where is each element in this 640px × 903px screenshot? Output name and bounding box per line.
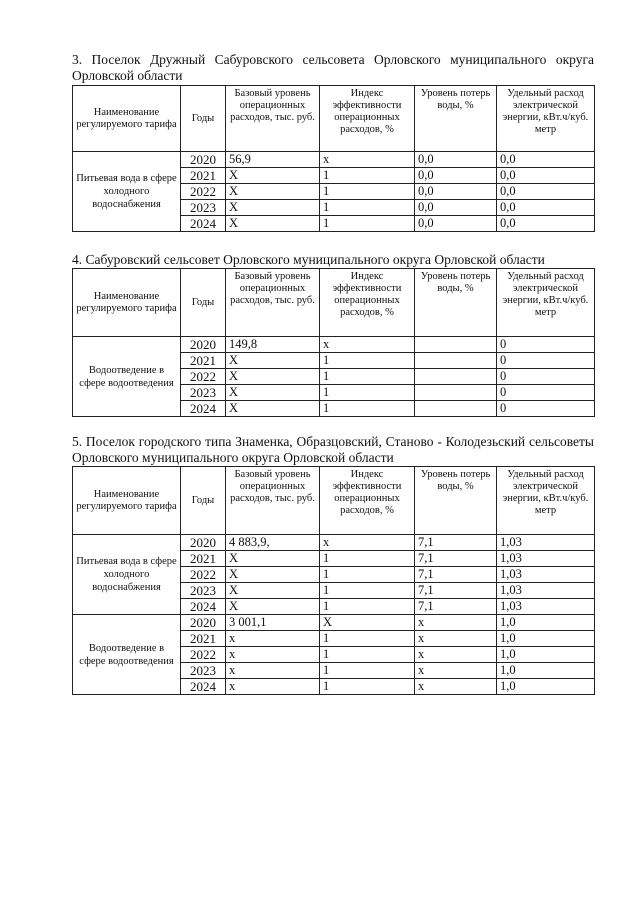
year-cell: 2022 <box>181 369 226 385</box>
year-cell: 2021 <box>181 353 226 369</box>
table-row <box>73 615 595 631</box>
base-cell: x <box>226 631 320 647</box>
base-cell: x <box>226 679 320 695</box>
index-cell: 1 <box>320 663 415 679</box>
energy-cell: 0,0 <box>497 184 595 200</box>
header-name: Наименование регулируемого тарифа <box>73 467 181 535</box>
year-cell: 2023 <box>181 385 226 401</box>
losses-cell <box>415 353 497 369</box>
energy-cell: 1,03 <box>497 567 595 583</box>
base-cell: X <box>226 168 320 184</box>
losses-cell <box>415 369 497 385</box>
base-cell: 4 883,9, <box>226 535 320 551</box>
losses-cell: x <box>415 663 497 679</box>
table-row <box>73 535 595 551</box>
year-cell: 2023 <box>181 583 226 599</box>
tariff-name: Водоотведение в сфере водоотведения <box>73 615 181 695</box>
header-energy: Удельный расход электрической энергии, кВт.ч/куб. метр <box>497 269 595 337</box>
base-cell: X <box>226 551 320 567</box>
table-header-row <box>73 86 595 152</box>
losses-cell: 7,1 <box>415 551 497 567</box>
header-base: Базовый уровень операционных расходов, тыс. руб. <box>226 467 320 535</box>
energy-cell: 0,0 <box>497 152 595 168</box>
table-header-row <box>73 467 595 535</box>
header-years: Годы <box>181 86 226 152</box>
losses-cell <box>415 337 497 353</box>
year-cell: 2024 <box>181 216 226 232</box>
index-cell: 1 <box>320 567 415 583</box>
index-cell: x <box>320 535 415 551</box>
year-cell: 2024 <box>181 679 226 695</box>
year-cell: 2022 <box>181 184 226 200</box>
energy-cell: 1,0 <box>497 631 595 647</box>
header-index: Индекс эффективности операционных расходов, % <box>320 467 415 535</box>
energy-cell: 0 <box>497 369 595 385</box>
losses-cell: 7,1 <box>415 567 497 583</box>
table-row <box>73 152 595 168</box>
year-cell: 2023 <box>181 663 226 679</box>
year-cell: 2024 <box>181 401 226 417</box>
section-5 <box>72 434 594 695</box>
base-cell: 56,9 <box>226 152 320 168</box>
table-header-row <box>73 269 595 337</box>
year-cell: 2021 <box>181 551 226 567</box>
index-cell: 1 <box>320 647 415 663</box>
header-name: Наименование регулируемого тарифа <box>73 269 181 337</box>
index-cell: 1 <box>320 353 415 369</box>
year-cell: 2020 <box>181 535 226 551</box>
losses-cell: 0,0 <box>415 200 497 216</box>
losses-cell: x <box>415 631 497 647</box>
year-cell: 2020 <box>181 615 226 631</box>
tariff-name: Питьевая вода в сфере холодного водоснабжения <box>73 152 181 232</box>
base-cell: x <box>226 663 320 679</box>
index-cell: 1 <box>320 631 415 647</box>
base-cell: X <box>226 583 320 599</box>
energy-cell: 1,0 <box>497 663 595 679</box>
losses-cell: 7,1 <box>415 583 497 599</box>
energy-cell: 1,0 <box>497 615 595 631</box>
year-cell: 2022 <box>181 647 226 663</box>
losses-cell: x <box>415 615 497 631</box>
tariff-table <box>72 85 595 232</box>
energy-cell: 1,03 <box>497 535 595 551</box>
index-cell: x <box>320 337 415 353</box>
header-base: Базовый уровень операционных расходов, тыс. руб. <box>226 86 320 152</box>
losses-cell: 7,1 <box>415 535 497 551</box>
year-cell: 2023 <box>181 200 226 216</box>
energy-cell: 1,03 <box>497 583 595 599</box>
header-energy: Удельный расход электрической энергии, кВт.ч/куб. метр <box>497 467 595 535</box>
index-cell: 1 <box>320 401 415 417</box>
losses-cell: 0,0 <box>415 168 497 184</box>
energy-cell: 1,03 <box>497 599 595 615</box>
losses-cell: 0,0 <box>415 216 497 232</box>
header-years: Годы <box>181 467 226 535</box>
table-row <box>73 337 595 353</box>
losses-cell: x <box>415 647 497 663</box>
header-energy: Удельный расход электрической энергии, кВт.ч/куб. метр <box>497 86 595 152</box>
energy-cell: 0,0 <box>497 216 595 232</box>
energy-cell: 0,0 <box>497 200 595 216</box>
index-cell: X <box>320 615 415 631</box>
index-cell: 1 <box>320 369 415 385</box>
tariff-name: Питьевая вода в сфере холодного водоснабжения <box>73 535 181 615</box>
base-cell: X <box>226 353 320 369</box>
header-losses: Уровень потерь воды, % <box>415 86 497 152</box>
base-cell: X <box>226 599 320 615</box>
tariff-table <box>72 268 595 417</box>
losses-cell: 0,0 <box>415 152 497 168</box>
base-cell: X <box>226 369 320 385</box>
index-cell: 1 <box>320 551 415 567</box>
energy-cell: 0 <box>497 401 595 417</box>
energy-cell: 0 <box>497 385 595 401</box>
losses-cell: 0,0 <box>415 184 497 200</box>
base-cell: 3 001,1 <box>226 615 320 631</box>
year-cell: 2020 <box>181 337 226 353</box>
index-cell: x <box>320 152 415 168</box>
energy-cell: 0 <box>497 353 595 369</box>
year-cell: 2020 <box>181 152 226 168</box>
header-losses: Уровень потерь воды, % <box>415 269 497 337</box>
section-3 <box>72 52 594 232</box>
index-cell: 1 <box>320 184 415 200</box>
section-title: 4. Сабуровский сельсовет Орловского муниципального округа Орловской области <box>72 252 545 267</box>
year-cell: 2021 <box>181 168 226 184</box>
header-index: Индекс эффективности операционных расходов, % <box>320 86 415 152</box>
section-4 <box>72 252 594 417</box>
tariff-table <box>72 466 595 695</box>
losses-cell: x <box>415 679 497 695</box>
index-cell: 1 <box>320 599 415 615</box>
base-cell: x <box>226 647 320 663</box>
index-cell: 1 <box>320 200 415 216</box>
section-title: 5. Поселок городского типа Знаменка, Образцовский, Станово - Колодезьский сельсоветы Орловского муниципального округа Орловской области <box>72 434 594 465</box>
energy-cell: 0,0 <box>497 168 595 184</box>
base-cell: X <box>226 401 320 417</box>
year-cell: 2021 <box>181 631 226 647</box>
energy-cell: 0 <box>497 337 595 353</box>
header-years: Годы <box>181 269 226 337</box>
energy-cell: 1,03 <box>497 551 595 567</box>
base-cell: X <box>226 216 320 232</box>
tariff-name: Водоотведение в сфере водоотведения <box>73 337 181 417</box>
index-cell: 1 <box>320 679 415 695</box>
index-cell: 1 <box>320 168 415 184</box>
base-cell: X <box>226 200 320 216</box>
header-losses: Уровень потерь воды, % <box>415 467 497 535</box>
header-name: Наименование регулируемого тарифа <box>73 86 181 152</box>
header-base: Базовый уровень операционных расходов, тыс. руб. <box>226 269 320 337</box>
base-cell: X <box>226 567 320 583</box>
section-title: 3. Поселок Дружный Сабуровского сельсовета Орловского муниципального округа Орловской области <box>72 52 594 83</box>
base-cell: X <box>226 385 320 401</box>
year-cell: 2024 <box>181 599 226 615</box>
base-cell: X <box>226 184 320 200</box>
energy-cell: 1,0 <box>497 647 595 663</box>
index-cell: 1 <box>320 216 415 232</box>
index-cell: 1 <box>320 583 415 599</box>
losses-cell <box>415 385 497 401</box>
energy-cell: 1,0 <box>497 679 595 695</box>
year-cell: 2022 <box>181 567 226 583</box>
index-cell: 1 <box>320 385 415 401</box>
base-cell: 149,8 <box>226 337 320 353</box>
header-index: Индекс эффективности операционных расходов, % <box>320 269 415 337</box>
losses-cell: 7,1 <box>415 599 497 615</box>
losses-cell <box>415 401 497 417</box>
